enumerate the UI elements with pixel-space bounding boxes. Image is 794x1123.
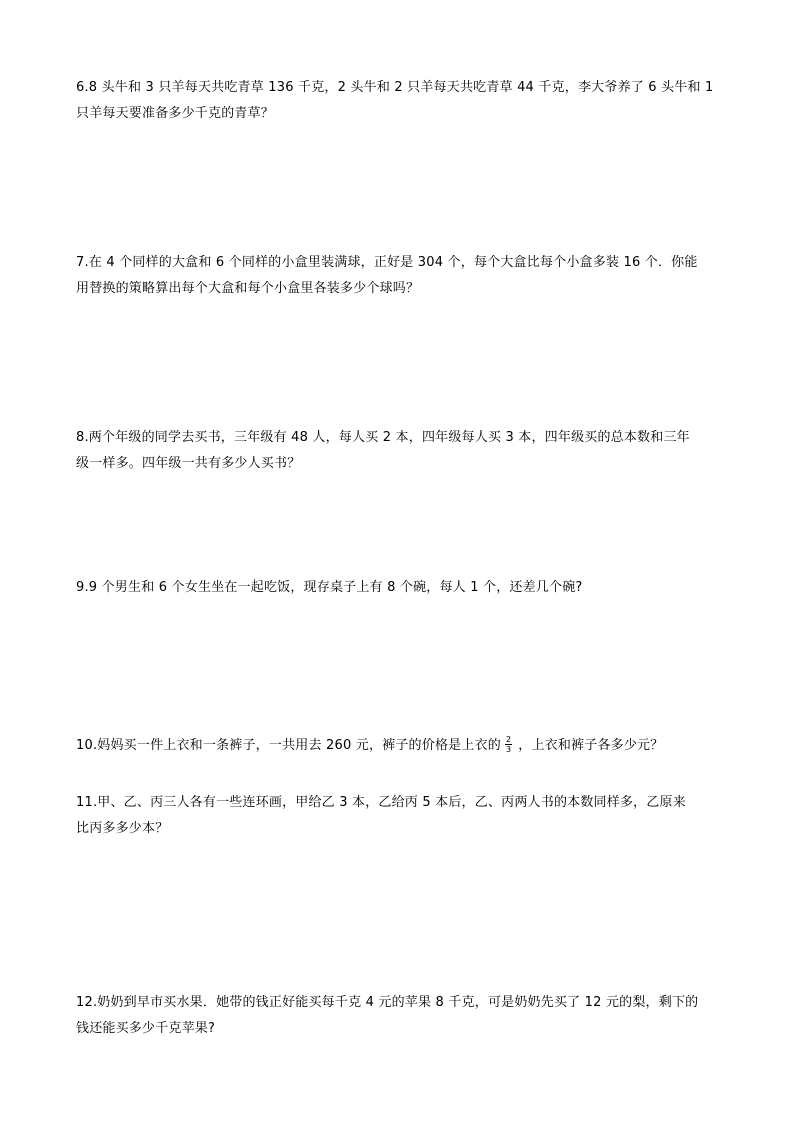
problem-8-line-1: 8.两个年级的同学去买书，三年级有 48 人，每人买 2 本，四年级每人买 3 本，四年级买的总本数和三年 [76, 430, 690, 445]
problem-8 [76, 425, 726, 477]
problem-8-line-2: 级一样多。四年级一共有多少人买书？ [76, 456, 301, 471]
problem-6-line-1: 6.8 头牛和 3 只羊每天共吃青草 136 千克，2 头牛和 2 只羊每天共吃青草 44 千克，李大爷养了 6 头牛和 1 [76, 80, 714, 95]
problem-10-text-before: 10.妈妈买一件上衣和一条裤子，一共用去 260 元，裤子的价格是上衣的 [76, 738, 501, 753]
problem-10-line-1 [76, 733, 726, 759]
problem-11-line-1: 11.甲、乙、丙三人各有一些连环画，甲给乙 3 本，乙给丙 5 本后，乙、丙两人书的本数同样多，乙原来 [76, 795, 686, 810]
problem-12-line-1: 12.奶奶到早市买水果．她带的钱正好能买每千克 4 元的苹果 8 千克，可是奶奶先买了 12 元的梨，剩下的 [76, 995, 699, 1010]
problem-11-line-2: 比丙多多少本？ [76, 821, 169, 836]
problem-6 [76, 75, 726, 127]
problem-10-text-after: ，上衣和裤子各多少元？ [518, 738, 664, 753]
fraction-two-thirds [505, 735, 512, 754]
problem-7-line-2: 用替换的策略算出每个大盒和每个小盒里各装多少个球吗？ [76, 281, 420, 296]
fraction-numerator: 2 [505, 735, 512, 744]
problem-12 [76, 990, 726, 1042]
problem-9-line-1: 9.9 个男生和 6 个女生坐在一起吃饭，现存桌子上有 8 个碗，每人 1 个，还差几个碗? [76, 580, 583, 595]
problem-9 [76, 575, 726, 601]
problem-12-line-2: 钱还能买多少千克苹果? [76, 1021, 216, 1036]
problem-7 [76, 250, 726, 302]
problem-10 [76, 733, 726, 759]
problem-11 [76, 790, 726, 842]
fraction-denominator: 3 [505, 745, 512, 754]
problem-6-line-2: 只羊每天要准备多少千克的青草？ [76, 106, 275, 121]
problem-7-line-1: 7.在 4 个同样的大盒和 6 个同样的小盒里装满球，正好是 304 个，每个大盒比每个小盒多装 16 个．你能 [76, 255, 698, 270]
